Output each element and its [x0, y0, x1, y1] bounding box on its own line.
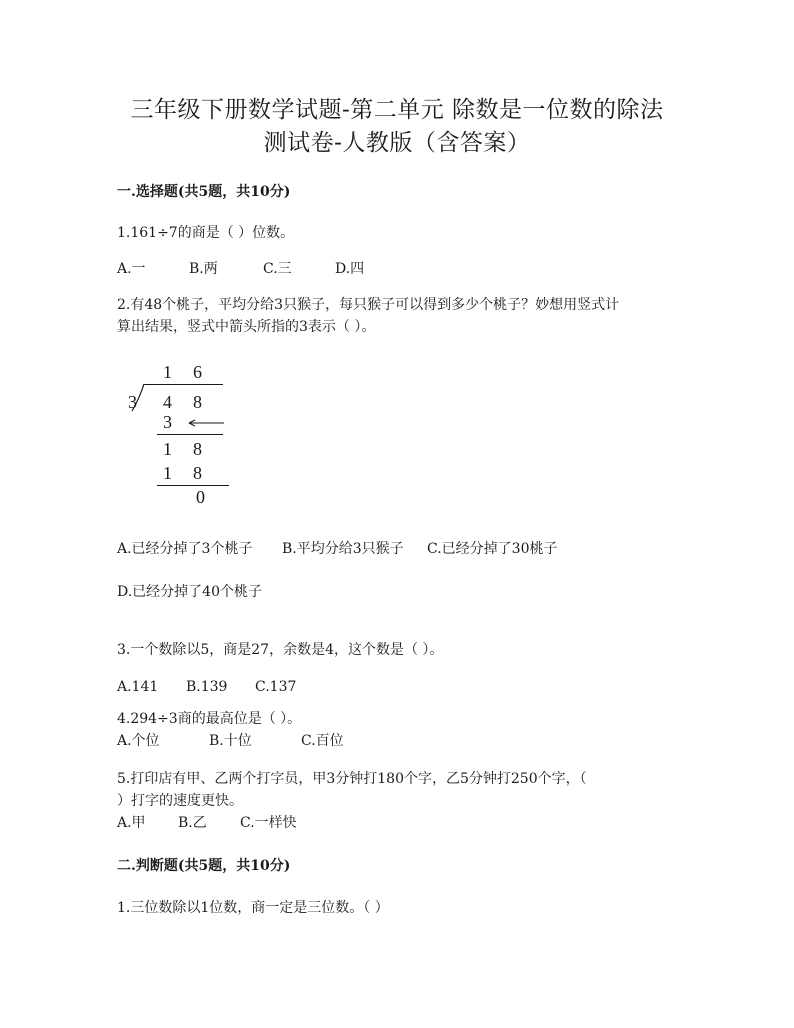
option-c: C.百位	[301, 733, 344, 749]
divisor: 3	[128, 392, 137, 412]
question-5-options	[117, 813, 297, 833]
quotient-digit-2: 6	[193, 362, 202, 382]
option-a: A.个位	[117, 733, 160, 749]
option-a: A.甲	[117, 815, 146, 831]
option-c: C.137	[255, 679, 297, 695]
question-2-text-line2: 算出结果，竖式中箭头所指的3表示（ ）。	[117, 319, 376, 335]
option-d: D.四	[335, 261, 365, 277]
dividend-digit-2: 8	[193, 392, 202, 412]
division-line-1	[157, 434, 223, 435]
option-a: A.一	[117, 261, 146, 277]
option-a: A.141	[117, 679, 159, 695]
page-title-line1: 三年级下册数学试题-第二单元 除数是一位数的除法	[130, 97, 664, 123]
option-b: B.两	[189, 261, 218, 277]
division-bracket-top	[144, 384, 223, 385]
option-b: B.乙	[178, 815, 207, 831]
option-c: C.一样快	[240, 815, 297, 831]
question-1-options	[117, 259, 364, 279]
question-4-options	[117, 731, 344, 751]
dividend-digit-1: 4	[163, 392, 172, 412]
division-line-2	[157, 485, 229, 486]
step3-digit-2: 8	[193, 463, 202, 483]
arrow-left-icon	[186, 417, 226, 429]
option-b: B.平均分给3只猴子	[282, 541, 404, 557]
judgement-1-text: 1.三位数除以1位数，商一定是三位数。（ ）	[117, 900, 389, 916]
step3-digit-1: 1	[163, 463, 172, 483]
quotient-digit-1: 1	[163, 362, 172, 382]
question-2-options-line1	[117, 539, 557, 559]
option-b: B.十位	[209, 733, 252, 749]
question-5-text-line1: 5.打印店有甲、乙两个打字员，甲3分钟打180个字，乙5分钟打250个字，（	[117, 771, 587, 787]
page-title-line2: 测试卷-人教版（含答案）	[263, 130, 531, 156]
option-c: C.已经分掉了30桃子	[427, 541, 558, 557]
remainder: 0	[196, 487, 205, 507]
section-heading-multiple-choice: 一.选择题(共5题，共10分)	[117, 184, 291, 200]
question-4-text: 4.294÷3商的最高位是（ ）。	[117, 711, 302, 727]
question-1-text: 1.161÷7的商是（ ）位数。	[117, 225, 295, 241]
question-3-options	[117, 677, 296, 697]
question-2-text-line1: 2.有48个桃子，平均分给3只猴子，每只猴子可以得到多少个桃子？妙想用竖式计	[117, 297, 620, 313]
option-a: A.已经分掉了3个桃子	[117, 541, 253, 557]
question-5-text-line2: ）打字的速度更快。	[117, 793, 243, 809]
long-division-figure	[120, 358, 240, 508]
question-3-text: 3.一个数除以5，商是27，余数是4，这个数是（ ）。	[117, 642, 444, 658]
section-heading-true-false: 二.判断题(共5题，共10分)	[117, 858, 291, 874]
step2-digit-2: 8	[193, 439, 202, 459]
question-2-option-d: D.已经分掉了40个桃子	[117, 584, 262, 600]
step1-value: 3	[163, 412, 172, 432]
option-b: B.139	[186, 679, 228, 695]
option-c: C.三	[263, 261, 292, 277]
step2-digit-1: 1	[163, 439, 172, 459]
